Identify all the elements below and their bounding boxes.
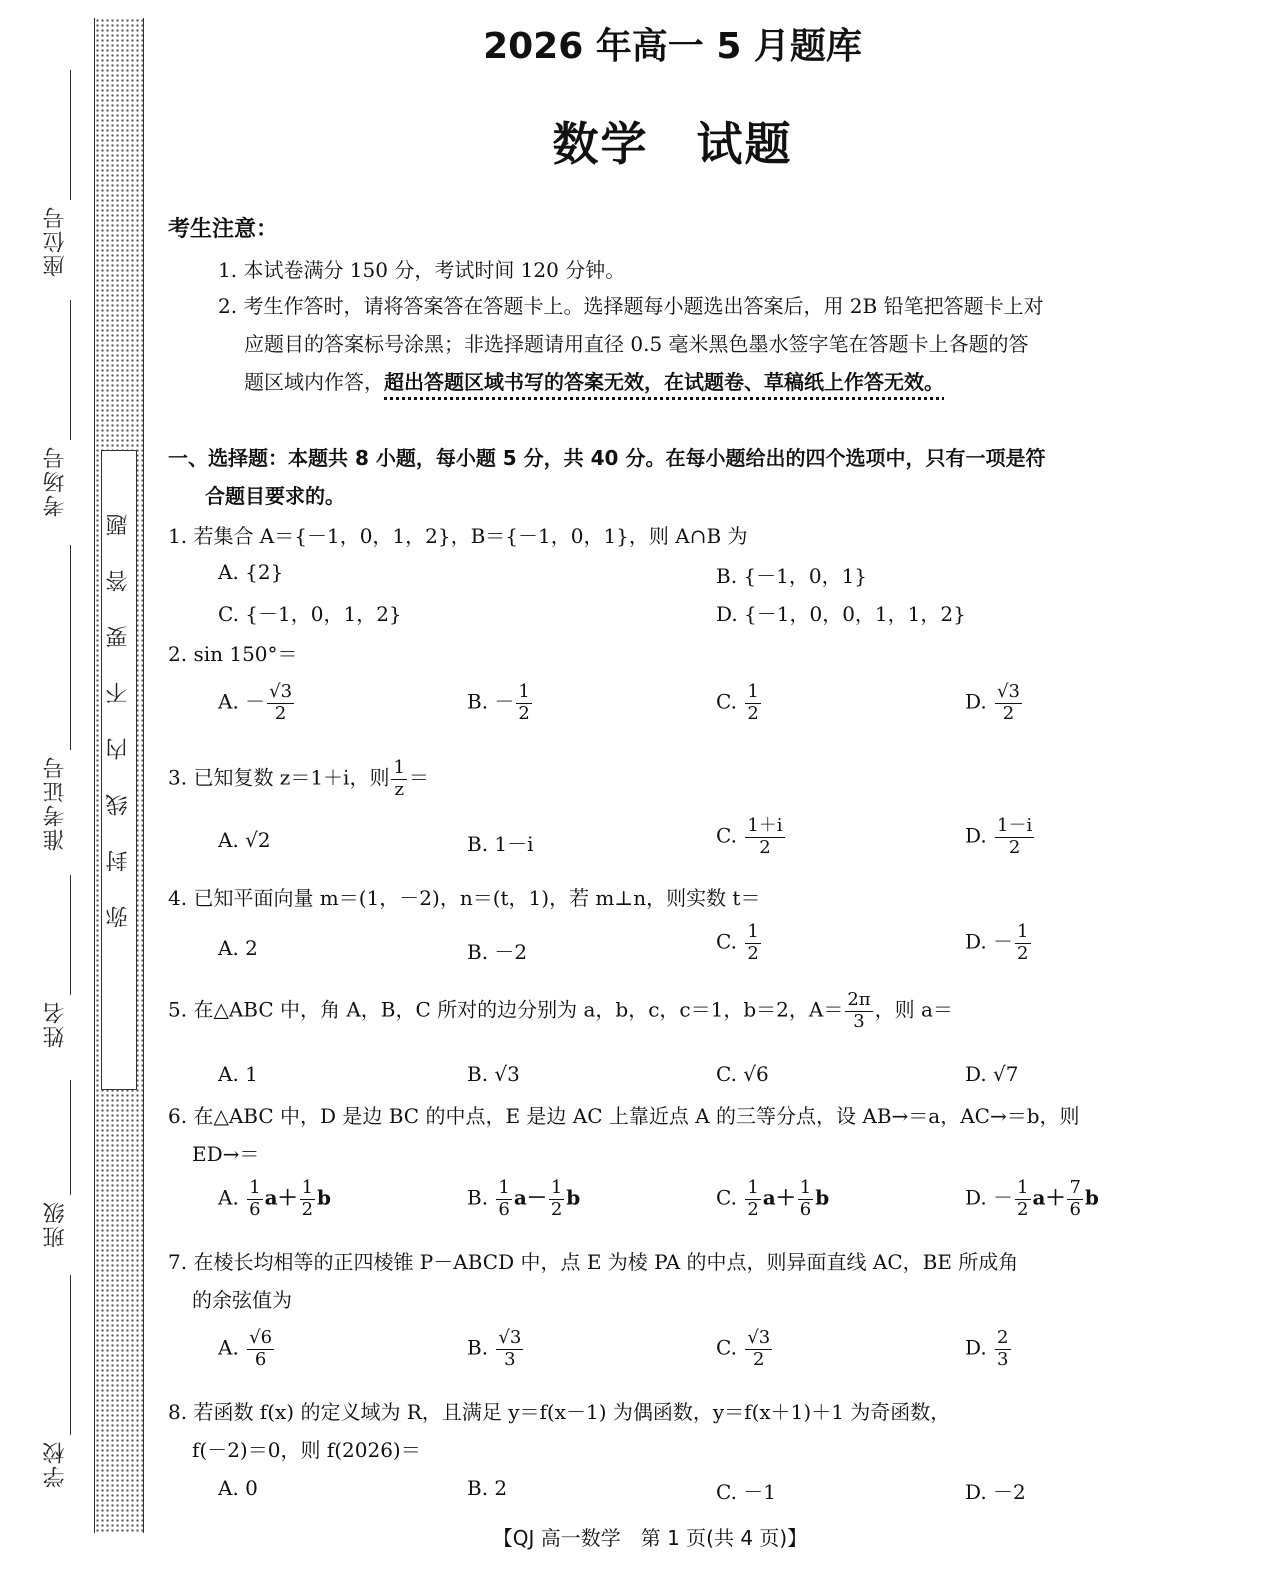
- q2-option-c: [716, 682, 763, 724]
- q1-option-a: A. {2}: [218, 560, 284, 584]
- q6-a-d1: 6: [249, 1198, 261, 1220]
- q5-stem-num: 2π: [847, 989, 871, 1010]
- q4-option-d: [965, 922, 1033, 964]
- class-blank: [70, 1080, 71, 1195]
- q5-option-b: B. √3: [467, 1062, 520, 1086]
- q4-d-prefix: D. －: [965, 929, 1014, 954]
- q2-a-den: 2: [274, 702, 287, 724]
- q2-option-b: [467, 682, 534, 724]
- q2-a-fraction: [267, 682, 294, 724]
- q2-a-prefix: A. －: [218, 689, 266, 714]
- q7-option-c: [716, 1328, 774, 1370]
- notice-line-4: [244, 366, 944, 395]
- page-footer: 【QJ 高一数学 第 1 页(共 4 页)】: [492, 1526, 808, 1550]
- q6-b-frac1: [496, 1178, 511, 1220]
- school-label: 学校: [43, 1440, 68, 1488]
- question-8-stem-cont: f(－2)＝0，则 f(2026)＝: [192, 1438, 421, 1462]
- question-8-stem: 8. 若函数 f(x) 的定义域为 R，且满足 y＝f(x－1) 为偶函数，y＝f(x＋1)＋1 为奇函数，: [168, 1400, 951, 1424]
- q3-c-num: 1＋i: [747, 815, 783, 836]
- q6-d-d2: 6: [1069, 1198, 1081, 1220]
- q7-c-num: √3: [747, 1327, 771, 1348]
- section-1-heading-cont: 合题目要求的。: [205, 484, 345, 508]
- exam-room-label: 考场号: [43, 445, 68, 517]
- q6-b-d2: 2: [550, 1198, 563, 1220]
- q7-c-fraction: [745, 1328, 772, 1370]
- q3-option-a: A. √2: [218, 828, 271, 852]
- q3-option-d: [965, 816, 1036, 858]
- q6-option-a: [218, 1178, 331, 1220]
- q4-d-den: 2: [1017, 942, 1029, 964]
- notice-emphasis: 超出答题区域书写的答案无效，在试题卷、草稿纸上作答无效。: [384, 370, 944, 394]
- question-5-stem: [168, 990, 953, 1032]
- q2-d-num: √3: [997, 681, 1020, 702]
- q6-c-n1: 1: [747, 1177, 759, 1198]
- q6-c-d2: 6: [799, 1198, 812, 1220]
- q3-stem-text: 3. 已知复数 z＝1＋i，则: [168, 765, 390, 790]
- q7-a-prefix: A.: [218, 1335, 246, 1360]
- q6-c-frac2: [798, 1178, 813, 1220]
- q6-option-c: [716, 1178, 829, 1220]
- q7-b-fraction: [496, 1328, 523, 1370]
- q2-b-fraction: [516, 682, 531, 724]
- school-blank: [70, 1275, 71, 1435]
- exam-room-blank: [70, 300, 71, 440]
- q7-a-den: 6: [254, 1348, 267, 1370]
- q3-stem-den: z: [394, 778, 404, 800]
- q3-c-den: 2: [759, 836, 771, 858]
- q6-c-d1: 2: [747, 1198, 759, 1220]
- q6-d-end: b: [1084, 1185, 1099, 1210]
- q6-d-frac2: [1067, 1178, 1082, 1220]
- q7-option-d: [965, 1328, 1013, 1370]
- q2-option-a: [218, 682, 296, 724]
- q6-d-prefix: D. －: [965, 1185, 1014, 1210]
- q7-a-fraction: [247, 1328, 274, 1370]
- q5-stem-text: 5. 在△ABC 中，角 A，B，C 所对的边分别为 a，b，c，c＝1，b＝2，A＝: [168, 997, 844, 1022]
- exam-title: 2026 年高一 5 月题库: [483, 26, 862, 67]
- seal-line-text: 弥封线内不要答题: [106, 480, 131, 928]
- q6-a-n2: 1: [301, 1177, 314, 1198]
- q6-a-frac1: [247, 1178, 262, 1220]
- q5-stem-den: 3: [853, 1010, 865, 1032]
- q3-stem-tail: ＝: [408, 765, 429, 790]
- q3-d-num: 1－i: [997, 815, 1033, 836]
- q2-c-num: 1: [747, 681, 759, 702]
- q7-d-num: 2: [997, 1327, 1009, 1348]
- q3-option-c: [716, 816, 787, 858]
- q6-d-mid: a＋: [1032, 1185, 1066, 1210]
- q1-option-d: D. {－1，0，0，1，1，2}: [716, 602, 966, 626]
- q7-c-prefix: C.: [716, 1335, 744, 1360]
- q8-option-c: C. －1: [716, 1480, 777, 1504]
- q6-b-frac2: [549, 1178, 564, 1220]
- q2-c-den: 2: [747, 702, 759, 724]
- q3-d-den: 2: [1008, 836, 1021, 858]
- q3-c-prefix: C.: [716, 823, 744, 848]
- q7-option-b: [467, 1328, 525, 1370]
- q6-a-n1: 1: [249, 1177, 261, 1198]
- q2-d-den: 2: [1002, 702, 1015, 724]
- q7-c-den: 2: [753, 1348, 765, 1370]
- q8-option-b: B. 2: [467, 1476, 508, 1500]
- notice-line-2: 2. 考生作答时，请将答案答在答题卡上。选择题每小题选出答案后，用 2B 铅笔把答题卡上对: [218, 294, 1044, 318]
- q6-a-prefix: A.: [218, 1185, 246, 1210]
- q3-c-fraction: [745, 816, 784, 858]
- q2-a-num: √3: [269, 681, 293, 702]
- section-1-heading: 一、选择题：本题共 8 小题，每小题 5 分，共 40 分。在每小题给出的四个选项中，只有一项是符: [168, 446, 1046, 470]
- seat-number-label: 座位号: [43, 205, 68, 277]
- q5-option-d: D. √7: [965, 1062, 1019, 1086]
- q2-d-fraction: [995, 682, 1022, 724]
- q7-b-prefix: B.: [467, 1335, 495, 1360]
- q4-d-num: 1: [1017, 921, 1029, 942]
- q6-option-d: [965, 1178, 1099, 1220]
- q4-d-fraction: [1015, 922, 1030, 964]
- q4-c-prefix: C.: [716, 929, 744, 954]
- q2-c-fraction: [745, 682, 760, 724]
- q6-b-mid: a－: [513, 1185, 547, 1210]
- q2-option-d: [965, 682, 1024, 724]
- notice-line-1: 1. 本试卷满分 150 分，考试时间 120 分钟。: [218, 258, 626, 282]
- q6-b-end: b: [566, 1185, 581, 1210]
- q7-option-a: [218, 1328, 276, 1370]
- question-2-stem: 2. sin 150°＝: [168, 642, 298, 666]
- q4-c-num: 1: [747, 921, 759, 942]
- question-7-stem: 7. 在棱长均相等的正四棱锥 P－ABCD 中，点 E 为棱 PA 的中点，则异面直线 AC，BE 所成角: [168, 1250, 1019, 1274]
- q6-a-mid: a＋: [264, 1185, 298, 1210]
- q6-d-n2: 7: [1069, 1177, 1081, 1198]
- q3-stem-fraction: [391, 758, 406, 800]
- q6-d-d1: 2: [1017, 1198, 1029, 1220]
- q6-b-prefix: B.: [467, 1185, 495, 1210]
- q7-b-num: √3: [498, 1327, 522, 1348]
- q6-d-frac1: [1015, 1178, 1030, 1220]
- q6-b-n2: 1: [550, 1177, 563, 1198]
- q1-option-b: B. {－1，0，1}: [716, 564, 868, 588]
- notice-heading: 考生注意：: [168, 217, 279, 242]
- name-label: 姓名: [43, 1000, 68, 1048]
- question-6-stem-cont: ED→＝: [192, 1142, 260, 1166]
- q4-c-fraction: [745, 922, 760, 964]
- subject-title: 数学 试题: [552, 117, 793, 171]
- q2-b-prefix: B. －: [467, 689, 515, 714]
- q6-a-end: b: [317, 1185, 332, 1210]
- q6-c-n2: 1: [799, 1177, 812, 1198]
- ticket-number-blank: [70, 545, 71, 750]
- q4-c-den: 2: [747, 942, 759, 964]
- class-label: 班级: [43, 1200, 68, 1248]
- q7-d-fraction: [995, 1328, 1010, 1370]
- q4-option-c: [716, 922, 763, 964]
- q7-b-den: 3: [504, 1348, 516, 1370]
- q5-stem-tail: ，则 a＝: [874, 997, 953, 1022]
- q4-option-b: B. －2: [467, 940, 528, 964]
- q5-option-c: C. √6: [716, 1062, 769, 1086]
- q6-c-mid: a＋: [762, 1185, 796, 1210]
- ticket-number-label: 准考证号: [43, 755, 68, 851]
- question-7-stem-cont: 的余弦值为: [192, 1288, 292, 1312]
- q5-stem-fraction: [845, 990, 872, 1032]
- q6-b-n1: 1: [498, 1177, 510, 1198]
- q8-option-a: A. 0: [218, 1476, 258, 1500]
- q2-c-prefix: C.: [716, 689, 744, 714]
- q7-a-num: √6: [249, 1327, 273, 1348]
- q6-a-frac2: [300, 1178, 315, 1220]
- q3-d-fraction: [995, 816, 1034, 858]
- q3-stem-num: 1: [393, 757, 405, 778]
- q2-b-num: 1: [518, 681, 530, 702]
- question-1-stem: 1. 若集合 A＝{－1，0，1，2}，B＝{－1，0，1}，则 A∩B 为: [168, 524, 748, 548]
- q3-option-b: B. 1－i: [467, 832, 534, 856]
- q7-d-den: 3: [997, 1348, 1009, 1370]
- q7-d-prefix: D.: [965, 1335, 994, 1360]
- q6-c-prefix: C.: [716, 1185, 744, 1210]
- name-blank: [70, 875, 71, 995]
- q1-option-c: C. {－1，0，1，2}: [218, 602, 402, 626]
- q6-c-end: b: [815, 1185, 830, 1210]
- q2-b-den: 2: [518, 702, 530, 724]
- q5-option-a: A. 1: [218, 1062, 258, 1086]
- q6-b-d1: 6: [498, 1198, 510, 1220]
- question-6-stem: 6. 在△ABC 中，D 是边 BC 的中点，E 是边 AC 上靠近点 A 的三等分点，设 AB→＝a，AC→＝b，则: [168, 1104, 1080, 1128]
- question-4-stem: 4. 已知平面向量 m＝(1，－2)，n＝(t，1)，若 m⊥n，则实数 t＝: [168, 886, 761, 910]
- q6-option-b: [467, 1178, 580, 1220]
- q2-d-prefix: D.: [965, 689, 994, 714]
- q8-option-d: D. －2: [965, 1480, 1026, 1504]
- q6-a-d2: 2: [301, 1198, 314, 1220]
- q4-option-a: A. 2: [218, 936, 258, 960]
- q6-c-frac1: [745, 1178, 760, 1220]
- q3-d-prefix: D.: [965, 823, 994, 848]
- notice-line-4-plain: 题区域内作答，: [244, 370, 384, 394]
- notice-line-3: 应题目的答案标号涂黑；非选择题请用直径 0.5 毫米黑色墨水签字笔在答题卡上各题的答: [244, 332, 1029, 356]
- q6-d-n1: 1: [1017, 1177, 1029, 1198]
- question-3-stem: [168, 758, 429, 800]
